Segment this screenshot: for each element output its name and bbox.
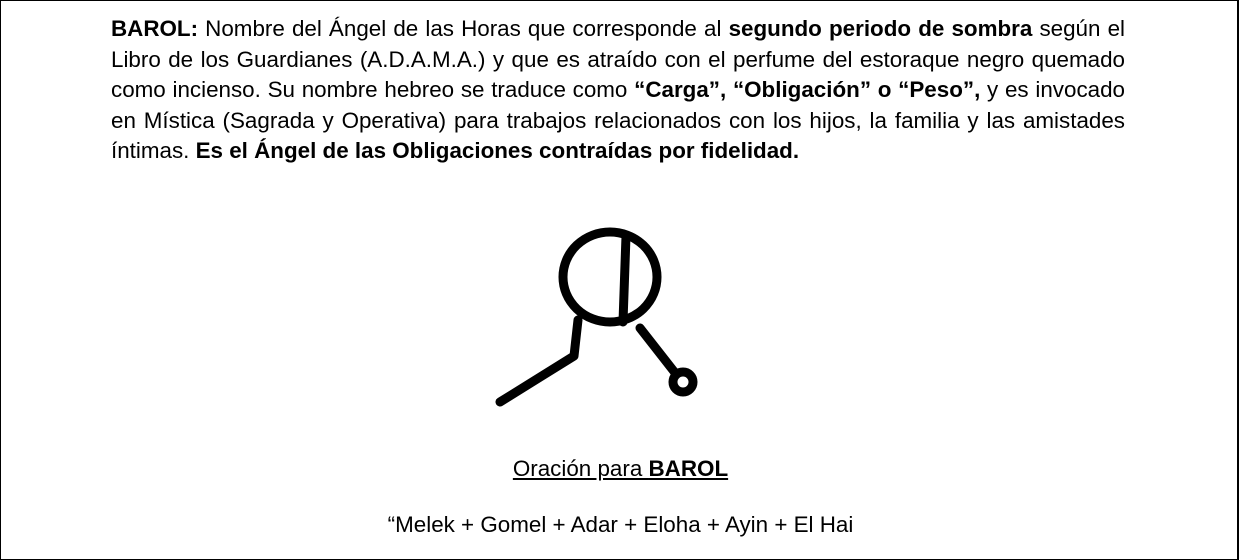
sigil-right-leg (640, 328, 676, 374)
prayer-title (0, 455, 1241, 483)
entry-segment: Nombre del Ángel de las Horas que corresponde al (198, 16, 729, 41)
barol-sigil (470, 188, 770, 450)
entry-segment: según el Libro de los Guardianes (A.D.A.M.A.) y que es atraído con el perfume del estoraque negro quemado como incienso. Su nombre hebreo se traduce como (111, 16, 1126, 102)
entry-segment: y es invocado en Mística (Sagrada y Operativa) para trabajos relacionados con los hijos, la familia y las amistades íntimas. (111, 77, 1125, 163)
entry-segment: BAROL: (111, 16, 199, 41)
sigil-left-leg (500, 320, 578, 402)
entry-segment: Es el Ángel de las Obligaciones contraídas por fidelidad. (195, 138, 800, 163)
barol-sigil-icon (470, 188, 770, 450)
prayer-title-name: BAROL (648, 456, 729, 481)
entry-text-block (111, 14, 1125, 167)
entry-segment: “Carga”, “Obligación” o “Peso”, (634, 77, 981, 102)
sigil-circle (563, 232, 657, 322)
prayer-first-line: “Melek + Gomel + Adar + Eloha + Ayin + El Hai (387, 512, 854, 537)
entry-segment: segundo periodo de sombra (728, 16, 1033, 41)
sigil-vertical-bar (623, 236, 626, 322)
prayer-title-prefix: Oración para (512, 456, 649, 481)
sigil-small-circle (673, 372, 693, 392)
entry-paragraph (111, 14, 1125, 167)
